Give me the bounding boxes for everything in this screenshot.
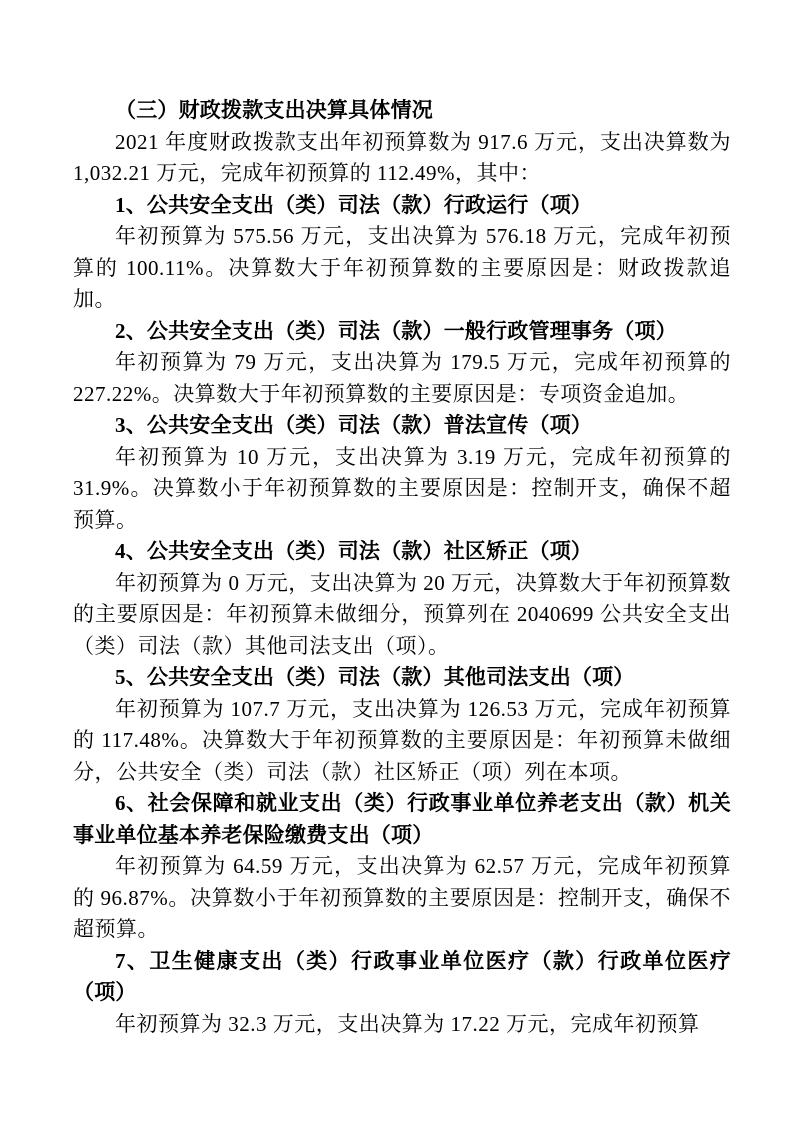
item-4-body: 年初预算为 0 万元，支出决算为 20 万元，决算数大于年初预算数的主要原因是：年初预算未做细分，预算列在 2040699 公共安全支出（类）司法（款）其他司法支出（项）。: [73, 570, 731, 658]
item-7-body: 年初预算为 32.3 万元，支出决算为 17.22 万元，完成年初预算: [115, 1011, 700, 1036]
item-3-heading: 3、公共安全支出（类）司法（款）普法宣传（项）: [115, 413, 593, 437]
item-6-heading: 6、社会保障和就业支出（类）行政事业单位养老支出（款）机关事业单位基本养老保险缴费支出（项）: [73, 791, 731, 847]
item-4-heading: 4、公共安全支出（类）司法（款）社区矫正（项）: [115, 539, 593, 563]
item-2-body: 年初预算为 79 万元，支出决算为 179.5 万元，完成年初预算的 227.22%。决算数大于年初预算数的主要原因是：专项资金追加。: [73, 350, 731, 406]
item-1-body: 年初预算为 575.56 万元，支出决算为 576.18 万元，完成年初预算的 100.11%。决算数大于年初预算数的主要原因是：财政拨款追加。: [73, 224, 731, 311]
item-5-body: 年初预算为 107.7 万元，支出决算为 126.53 万元，完成年初预算的 117.48%。决算数大于年初预算数的主要原因是：年初预算未做细分，公共安全（类）司法（款）社区矫正（项）列在本项。: [73, 696, 731, 784]
item-5-heading: 5、公共安全支出（类）司法（款）其他司法支出（项）: [115, 665, 635, 689]
document-body: [73, 95, 731, 1040]
item-6-body: 年初预算为 64.59 万元，支出决算为 62.57 万元，完成年初预算的 96.87%。决算数小于年初预算数的主要原因是：控制开支，确保不超预算。: [73, 854, 731, 941]
item-7-heading: 7、卫生健康支出（类）行政事业单位医疗（款）行政单位医疗（项）: [73, 948, 731, 1004]
item-2-heading: 2、公共安全支出（类）司法（款）一般行政管理事务（项）: [115, 318, 677, 343]
section-heading: （三）财政拨款支出决算具体情况: [115, 98, 433, 122]
intro-paragraph: 2021 年度财政拨款支出年初预算数为 917.6 万元，支出决算数为 1,032.21 万元，完成年初预算的 112.49%，其中：: [73, 129, 731, 185]
item-1-heading: 1、公共安全支出（类）司法（款）行政运行（项）: [115, 192, 593, 217]
item-3-body: 年初预算为 10 万元，支出决算为 3.19 万元，完成年初预算的 31.9%。决算数小于年初预算数的主要原因是：控制开支，确保不超预算。: [73, 444, 731, 532]
